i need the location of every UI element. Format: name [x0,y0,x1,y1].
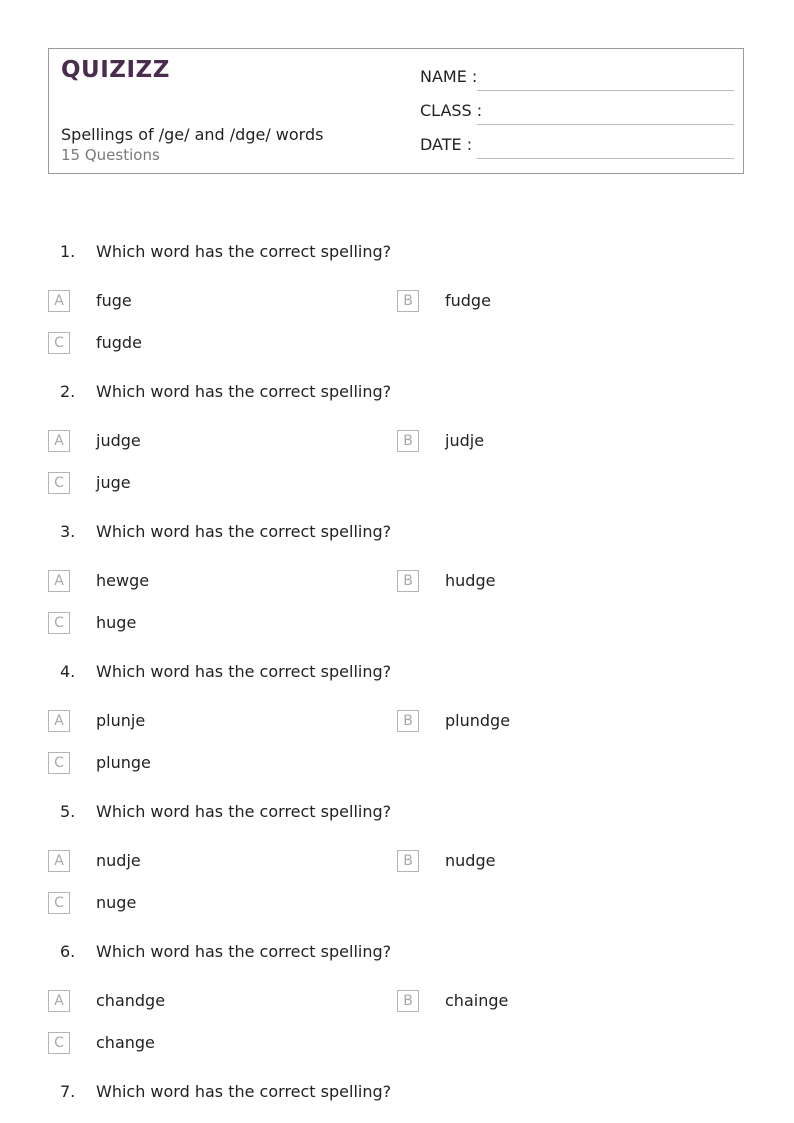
option-letter-box: B [397,290,419,312]
option-letter-box: C [48,752,70,774]
option-letter-box: C [48,892,70,914]
question-number: 1. [60,242,76,261]
question-number: 4. [60,662,76,681]
option-c[interactable] [48,892,348,916]
question-number: 7. [60,1082,76,1101]
option-letter-box: A [48,570,70,592]
option-letter-box: A [48,290,70,312]
option-text: judje [445,431,485,450]
class-label: CLASS : [420,101,483,120]
option-text: change [96,1033,155,1052]
quizizz-logo: QUIZIZZ [61,57,170,83]
option-letter-box: A [48,850,70,872]
option-a[interactable] [48,290,348,314]
class-field[interactable] [420,101,734,125]
question-7 [0,1082,794,1112]
question-5 [0,802,794,942]
option-b[interactable] [397,290,697,314]
option-letter-box: B [397,570,419,592]
question-text: Which word has the correct spelling? [96,522,392,541]
date-label: DATE : [420,135,473,154]
option-b[interactable] [397,430,697,454]
option-letter-box: A [48,430,70,452]
question-text: Which word has the correct spelling? [96,662,392,681]
question-text: Which word has the correct spelling? [96,382,392,401]
option-a[interactable] [48,430,348,454]
option-letter-box: B [397,990,419,1012]
option-text: fudge [445,291,491,310]
option-text: nudje [96,851,141,870]
option-text: nuge [96,893,137,912]
option-b[interactable] [397,990,697,1014]
option-text: plunje [96,711,146,730]
option-c[interactable] [48,612,348,636]
option-c[interactable] [48,1032,348,1056]
option-letter-box: C [48,332,70,354]
option-text: chandge [96,991,166,1010]
option-b[interactable] [397,710,697,734]
option-b[interactable] [397,570,697,594]
date-field[interactable] [420,135,734,159]
name-field[interactable] [420,67,734,91]
question-3 [0,522,794,662]
question-number: 2. [60,382,76,401]
name-line[interactable] [477,90,734,91]
option-text: plunge [96,753,151,772]
option-text: chainge [445,991,509,1010]
option-a[interactable] [48,850,348,874]
option-a[interactable] [48,570,348,594]
class-line[interactable] [477,124,734,125]
question-number: 6. [60,942,76,961]
option-letter-box: B [397,850,419,872]
option-text: hudge [445,571,496,590]
option-letter-box: C [48,1032,70,1054]
worksheet-header [48,48,744,174]
question-count: 15 Questions [61,146,160,164]
option-c[interactable] [48,332,348,356]
option-text: juge [96,473,131,492]
option-text: hewge [96,571,150,590]
option-text: nudge [445,851,496,870]
question-text: Which word has the correct spelling? [96,802,392,821]
question-6 [0,942,794,1082]
option-letter-box: A [48,990,70,1012]
option-c[interactable] [48,752,348,776]
worksheet-title: Spellings of /ge/ and /dge/ words [61,125,324,144]
option-text: plundge [445,711,511,730]
name-label: NAME : [420,67,478,86]
date-line[interactable] [477,158,734,159]
option-c[interactable] [48,472,348,496]
option-text: fuge [96,291,132,310]
option-letter-box: C [48,472,70,494]
option-text: judge [96,431,141,450]
question-4 [0,662,794,802]
question-2 [0,382,794,522]
question-number: 3. [60,522,76,541]
question-number: 5. [60,802,76,821]
question-1 [0,242,794,382]
option-a[interactable] [48,710,348,734]
question-text: Which word has the correct spelling? [96,942,392,961]
option-text: fugde [96,333,142,352]
option-letter-box: B [397,430,419,452]
option-b[interactable] [397,850,697,874]
question-text: Which word has the correct spelling? [96,1082,392,1101]
option-letter-box: B [397,710,419,732]
question-text: Which word has the correct spelling? [96,242,392,261]
option-text: huge [96,613,137,632]
option-letter-box: A [48,710,70,732]
option-letter-box: C [48,612,70,634]
option-a[interactable] [48,990,348,1014]
